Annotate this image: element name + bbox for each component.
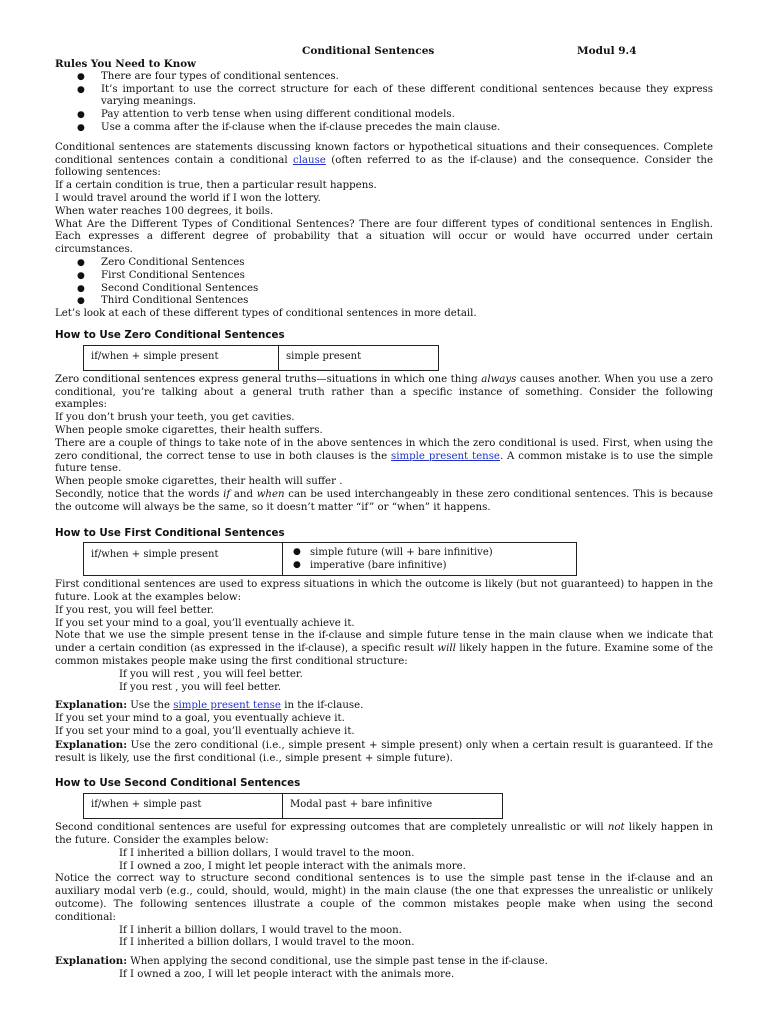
bullet-icon: ● — [77, 122, 85, 133]
example-line: If you rest, you will feel better. — [55, 604, 214, 616]
example-line: If you don’t brush your teeth, you get cavities. — [55, 412, 295, 424]
document-title: Conditional Sentences — [302, 45, 435, 57]
simple-present-tense-link[interactable]: simple present tense — [391, 450, 500, 462]
example-line: If I inherit a billion dollars, I would travel to the moon. — [119, 924, 402, 936]
intro-paragraph: Conditional sentences are statements discussing known factors or hypothetical situations and their consequences. Complete conditional sentences contain a conditional clause (often referred to as the if-clause) and the consequence. Consider the following sentences: — [55, 141, 714, 179]
table-cell: if/when + simple present — [84, 345, 279, 370]
zero-paragraph: There are a couple of things to take note of in the above sentences in which the zero conditional is used. First, when using the zero conditional, the correct tense to use in both clauses is the simple present tense. A common mistake is to use the simple future tense. — [55, 437, 713, 475]
bullet-icon: ● — [77, 257, 85, 268]
first-paragraph: First conditional sentences are used to express situations in which the outcome is likely (but not guaranteed) to happen in the future. Look at the examples below: — [55, 579, 713, 604]
list-item: ● simple future (will + bare infinitive) — [293, 547, 493, 559]
bullet-icon: ● — [77, 84, 85, 95]
example-line: If I inherited a billion dollars, I would travel to the moon. — [119, 847, 415, 859]
example-line: When people smoke cigarettes, their health will suffer . — [55, 476, 343, 488]
example-line: If you set your mind to a goal, you’ll eventually achieve it. — [55, 617, 355, 629]
first-conditional-heading: How to Use First Conditional Sentences — [55, 526, 285, 539]
list-item: ● There are four types of conditional sentences. — [77, 70, 339, 82]
example-line: If I inherited a billion dollars, I would travel to the moon. — [119, 937, 415, 949]
intro-closing: Let’s look at each of these different types of conditional sentences in more detail. — [55, 308, 477, 320]
list-item: ● Use a comma after the if-clause when the if-clause precedes the main clause. — [77, 121, 501, 133]
zero-conditional-heading: How to Use Zero Conditional Sentences — [55, 328, 285, 341]
bullet-icon: ● — [77, 110, 85, 121]
second-paragraph: Notice the correct way to structure second conditional sentences is to use the simple past tense in the if-clause and an auxiliary modal verb (e.g., could, should, would, might) in the main clause (the one that expresses the unrealistic or unlikely outcome). The following sentences illustrate a couple of the common mistakes people make when using the second conditional: — [55, 873, 713, 923]
list-item: ● Third Conditional Sentences — [77, 295, 249, 307]
second-paragraph: Second conditional sentences are useful for expressing outcomes that are completely unrealistic or will not likely happen in the future. Consider the examples below: — [55, 822, 713, 847]
zero-paragraph: Secondly, notice that the words if and when can be used interchangeably in these zero conditional sentences. This is because the outcome will always be the same, so it doesn’t matter “if” or “when” it happens. — [55, 488, 713, 513]
list-item: ● First Conditional Sentences — [77, 269, 245, 281]
clause-link[interactable]: clause — [292, 154, 326, 166]
zero-conditional-table — [83, 345, 439, 371]
second-conditional-table — [83, 793, 503, 819]
bullet-icon: ● — [77, 296, 85, 307]
example-line: If you set your mind to a goal, you eventually achieve it. — [55, 713, 345, 725]
example-line: I would travel around the world if I won the lottery. — [55, 192, 321, 204]
rules-heading: Rules You Need to Know — [55, 58, 196, 70]
simple-present-tense-link[interactable]: simple present tense — [173, 700, 281, 712]
example-line: If a certain condition is true, then a particular result happens. — [55, 180, 377, 192]
example-line: If you set your mind to a goal, you’ll eventually achieve it. — [55, 726, 355, 738]
list-item: ● imperative (bare infinitive) — [293, 560, 447, 572]
example-line: If I owned a zoo, I might let people interact with the animals more. — [119, 860, 466, 872]
list-item: ● Zero Conditional Sentences — [77, 256, 245, 268]
bullet-icon: ● — [77, 283, 85, 294]
explanation: Explanation: Use the zero conditional (i.e., simple present + simple present) only when a certain result is guaranteed. If the result is likely, use the first conditional (i.e., simple present + simple future). — [55, 738, 713, 764]
example-line: When people smoke cigarettes, their health suffers. — [55, 424, 323, 436]
example-line: If you will rest , you will feel better. — [119, 668, 303, 680]
types-list — [55, 257, 713, 308]
zero-paragraph: Zero conditional sentences express general truths—situations in which one thing always causes another. When you use a zero conditional, you’re talking about a general truth rather than a specific instance of something. Consider the following examples: — [55, 373, 713, 411]
table-cell: simple present — [279, 345, 439, 370]
bullet-icon: ● — [293, 560, 301, 571]
types-paragraph: What Are the Different Types of Conditional Sentences? There are four different types of conditional sentences in English. Each expresses a different degree of probability that a situation will occur or would have occurred under certain circumstances. — [55, 218, 713, 256]
list-item: ● It’s important to use the correct structure for each of these different conditional sentences because they express varying meanings. — [77, 83, 713, 108]
first-paragraph: Note that we use the simple present tense in the if-clause and simple future tense in the main clause when we indicate that under a certain condition (as expressed in the if-clause), a specific result will likely happen in the future. Examine some of the common mistakes people make using the first conditional structure: — [55, 630, 713, 668]
example-line: When water reaches 100 degrees, it boils. — [55, 205, 274, 217]
bullet-icon: ● — [77, 71, 85, 82]
table-cell: Modal past + bare infinitive — [283, 794, 503, 819]
rules-list — [55, 71, 713, 135]
first-conditional-table — [83, 542, 577, 576]
bullet-icon: ● — [77, 270, 85, 281]
table-cell: if/when + simple present — [84, 543, 283, 576]
example-line: If I owned a zoo, I will let people interact with the animals more. — [119, 969, 455, 981]
explanation: Explanation: Use the simple present tense in the if-clause. — [55, 699, 364, 712]
second-conditional-heading: How to Use Second Conditional Sentences — [55, 777, 301, 790]
list-item: ● Second Conditional Sentences — [77, 282, 259, 294]
list-item: ● Pay attention to verb tense when using different conditional models. — [77, 109, 455, 121]
example-line: If you rest , you will feel better. — [119, 681, 282, 693]
explanation: Explanation: When applying the second conditional, use the simple past tense in the if-clause. — [55, 955, 548, 968]
document-page — [55, 43, 713, 982]
bullet-icon: ● — [293, 547, 301, 558]
table-cell — [283, 543, 577, 576]
table-cell: if/when + simple past — [84, 794, 283, 819]
document-header — [55, 43, 713, 58]
module-number: Modul 9.4 — [577, 45, 637, 57]
